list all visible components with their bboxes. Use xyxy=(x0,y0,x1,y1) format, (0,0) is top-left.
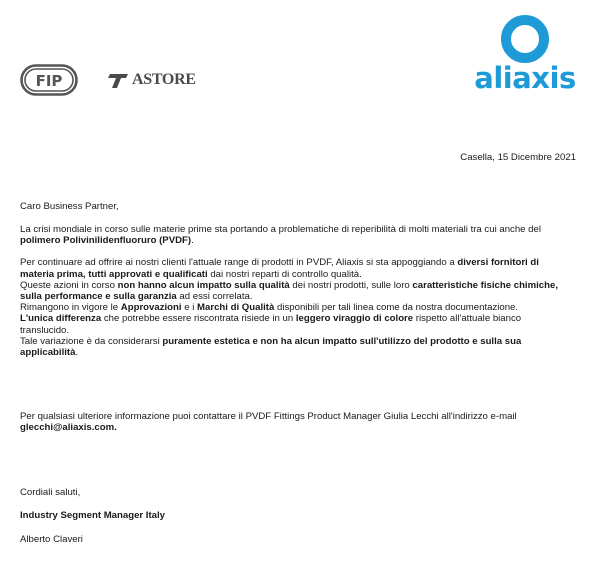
paragraph-approvals: Rimangono in vigore le Approvazioni e i Marchi di Qualità disponibili per tali linea come da nostra documentazione. xyxy=(20,302,519,314)
contact-paragraph: Per qualsiasi ulteriore informazione puoi contattare il PVDF Fittings Product Manager Giulia Lecchi all'indirizzo e-mail glecchi@aliaxis.com. xyxy=(20,411,517,434)
paragraph-aesthetic: Tale variazione è da considerarsi puramente estetica e non ha alcun impatto sull'utilizzo del prodotto e sulla sua applicabilità. xyxy=(20,335,522,359)
fip-logo xyxy=(20,64,78,96)
salutation: Caro Business Partner, xyxy=(20,201,119,212)
closing: Cordiali saluti, xyxy=(20,487,81,498)
paragraph-quality: Queste azioni in corso non hanno alcun impatto sulla qualità dei nostri prodotti, sulle loro caratteristiche fisiche chimiche, sulla performance e sulla garanzia ad essi correlata. xyxy=(20,279,558,303)
svg-text:FIP: FIP xyxy=(35,72,63,90)
paragraph-color: L'unica differenza che potrebbe essere riscontrata risiede in un leggero viraggio di colore rispetto all'attuale bianco translucido. xyxy=(20,313,522,336)
contact-email[interactable]: glecchi@aliaxis.com. xyxy=(20,422,117,434)
signature-name: Alberto Claveri xyxy=(20,534,83,545)
signature-role: Industry Segment Manager Italy xyxy=(20,510,166,521)
paragraph-suppliers: Per continuare ad offrire ai nostri clienti l'attuale range di prodotti in PVDF, Aliaxis si sta appoggiando a diversi fornitori di materia prima, tutti approvati e qualificati dai nostri reparti di controllo qualità. xyxy=(20,257,539,280)
astore-logo: ASTORE xyxy=(108,70,198,90)
letter-date: Casella, 15 Dicembre 2021 xyxy=(460,152,576,163)
letter-body xyxy=(20,224,570,358)
aliaxis-logo xyxy=(470,10,580,98)
paragraph-crisis: La crisi mondiale in corso sulle materie prime sta portando a problematiche di reperibilità di molti materiali tra cui anche del polimero Polivinilidenfluoruro (PVDF). xyxy=(20,224,541,247)
aliaxis-wordmark: aliaxis xyxy=(474,61,576,95)
